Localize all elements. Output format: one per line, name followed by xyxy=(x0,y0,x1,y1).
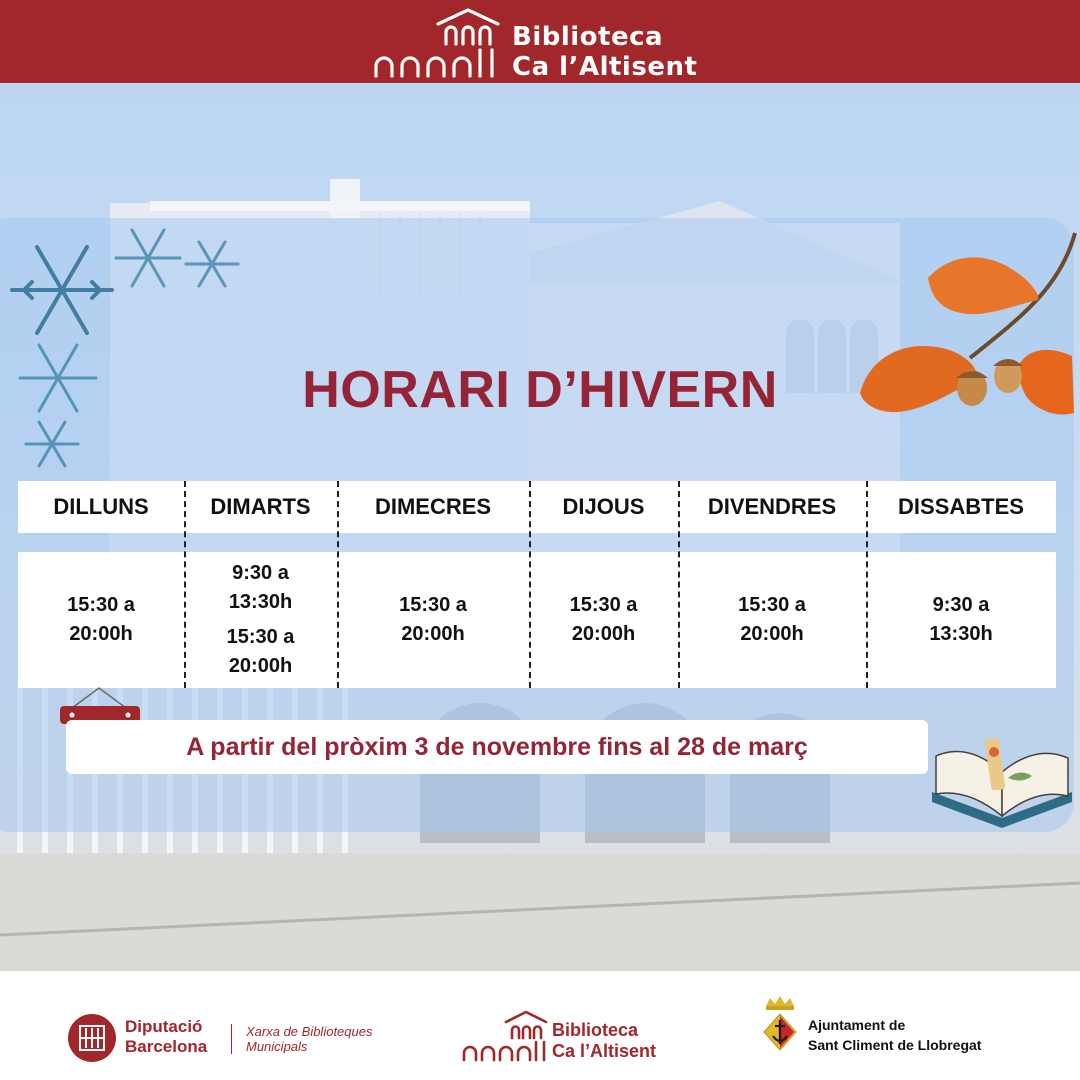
column-divider xyxy=(529,481,531,688)
day-header-monday: DILLUNS xyxy=(18,481,184,533)
time-slot: 15:30 a 20:00h xyxy=(738,594,806,645)
time-slot: 15:30 a 20:00h xyxy=(67,594,135,645)
diputacio-line-1: Diputació xyxy=(125,1017,203,1036)
open-book-icon xyxy=(928,728,1076,832)
snowflake-icon xyxy=(0,220,250,470)
time-slot: 15:30 a 20:00h xyxy=(569,594,638,645)
footer-divider xyxy=(231,1024,232,1054)
day-header-tuesday: DIMARTS xyxy=(184,481,337,533)
hours-wednesday xyxy=(337,552,529,688)
logo-line-1: Biblioteca xyxy=(512,22,664,52)
time-slot: 9:30 a 13:30h xyxy=(929,594,993,645)
xarxa-biblioteques xyxy=(246,1024,372,1054)
column-divider xyxy=(184,481,186,688)
day-header-wednesday: DIMECRES xyxy=(337,481,529,533)
page-title: HORARI D’HIVERN xyxy=(302,361,778,419)
diputacio-line-2: Barcelona xyxy=(125,1037,208,1056)
time-slot: 9:30 a 13:30h xyxy=(228,562,293,613)
period-banner: A partir del pròxim 3 de novembre fins al 28 de març xyxy=(66,720,928,774)
hours-friday xyxy=(678,552,866,688)
day-header-saturday: DISSABTES xyxy=(866,481,1056,533)
hours-tuesday xyxy=(184,552,337,688)
ajuntament-name[interactable] xyxy=(808,1015,981,1055)
column-divider xyxy=(678,481,680,688)
library-building-icon xyxy=(372,6,502,80)
day-header-thursday: DIJOUS xyxy=(529,481,678,533)
day-header-friday: DIVENDRES xyxy=(678,481,866,533)
library-building-icon xyxy=(460,1008,552,1064)
logo-line-2: Ca l’Altisent xyxy=(512,52,698,82)
diputacio-shield-icon xyxy=(68,1014,116,1062)
ajuntament-line-2: Sant Climent de Llobregat xyxy=(808,1037,982,1053)
time-slot: 15:30 a 20:00h xyxy=(399,594,467,645)
column-divider xyxy=(337,481,339,688)
xarxa-line-1: Xarxa de Biblioteques xyxy=(246,1024,373,1039)
hours-monday xyxy=(18,552,184,688)
column-divider xyxy=(866,481,868,688)
library-logo[interactable] xyxy=(372,6,712,80)
footer-logo-line-1: Biblioteca xyxy=(552,1020,639,1040)
hours-saturday xyxy=(866,552,1056,688)
time-slot: 15:30 a 20:00h xyxy=(226,626,295,677)
hours-thursday xyxy=(529,552,678,688)
footer-logo-line-2: Ca l’Altisent xyxy=(552,1041,657,1061)
diputacio-name[interactable] xyxy=(125,1017,207,1057)
ajuntament-coat-of-arms-icon xyxy=(760,994,800,1054)
header-bar xyxy=(0,0,1080,83)
xarxa-line-2: Municipals xyxy=(246,1039,308,1054)
ajuntament-line-1: Ajuntament de xyxy=(808,1017,906,1033)
footer-library-logo[interactable] xyxy=(460,1008,700,1064)
